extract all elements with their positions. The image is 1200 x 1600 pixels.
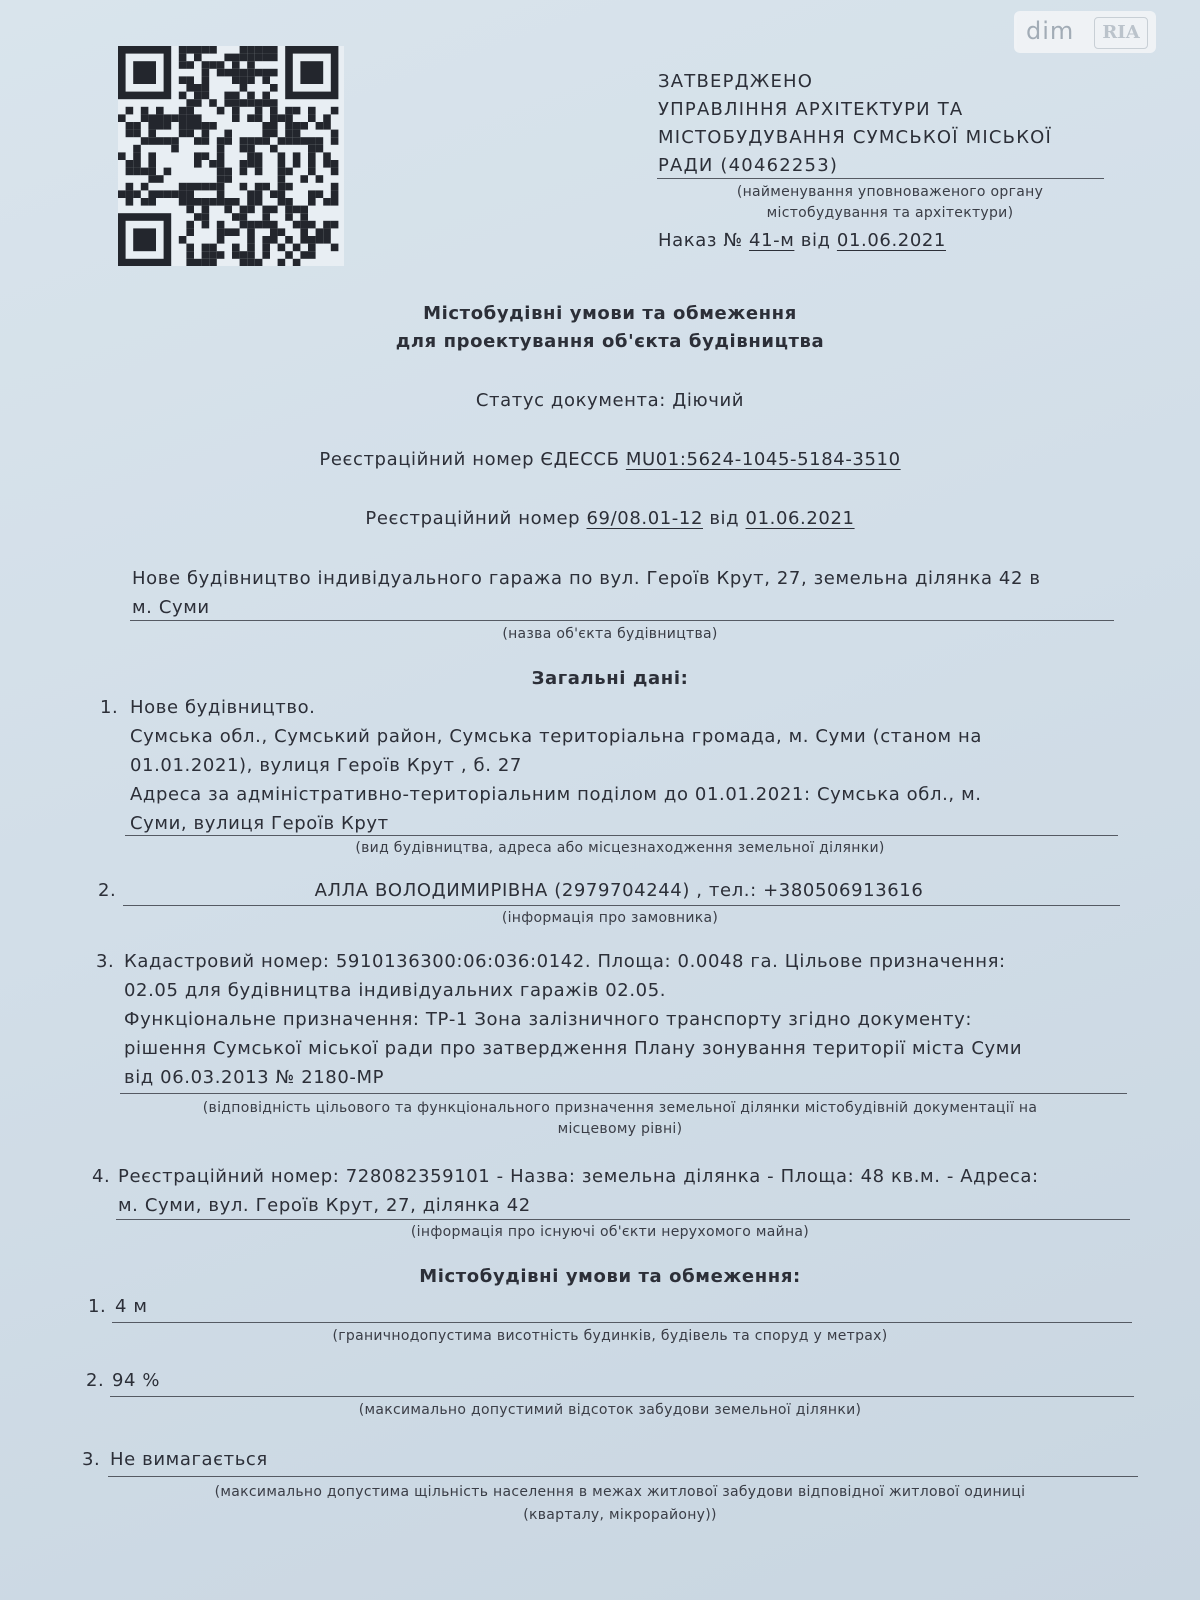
approval-org-line-2: МІСТОБУДУВАННЯ СУМСЬКОЇ МІСЬКОЇ	[658, 127, 1053, 148]
general-heading: Загальні дані:	[531, 668, 689, 689]
condition-3-caption-line-2: (кварталу, мікрорайону))	[523, 1507, 717, 1523]
general-item-1-line-1: Нове будівництво.	[130, 697, 316, 718]
object-caption: (назва об'єкта будівництва)	[502, 626, 718, 642]
general-item-4	[118, 1162, 1128, 1220]
qr-code-graphic	[118, 46, 344, 266]
general-item-4-line-2: м. Суми, вул. Героїв Крут, 27, ділянка 42	[118, 1195, 531, 1216]
order-prefix: Наказ №	[658, 230, 743, 251]
condition-1-value: 4 м	[115, 1296, 148, 1317]
general-item-1-line-5: Суми, вулиця Героїв Крут	[130, 813, 389, 834]
edessb-label: Реєстраційний номер ЄДЕССБ	[319, 449, 620, 470]
condition-3-number: 3.	[82, 1449, 101, 1470]
qr-code	[118, 46, 344, 266]
general-item-1-line-3: 01.01.2021), вулиця Героїв Крут , б. 27	[130, 755, 522, 776]
dim-ria-watermark	[1014, 11, 1156, 53]
general-item-2-customer: АЛЛА ВОЛОДИМИРІВНА (2979704244) , тел.: +380506913616	[314, 880, 924, 901]
object-name	[132, 564, 1122, 622]
general-item-1-caption: (вид будівництва, адреса або місцезнаходження земельної ділянки)	[355, 840, 885, 856]
watermark-brand: dim	[1026, 17, 1075, 45]
reg-number-from: від	[709, 508, 740, 529]
general-item-2-number: 2.	[98, 880, 117, 901]
general-item-3-line-1: Кадастровий номер: 5910136300:06:036:0142. Площа: 0.0048 га. Цільове призначення:	[124, 951, 1006, 972]
general-item-4-number: 4.	[92, 1166, 111, 1187]
approval-org-line-3: РАДИ (40462253)	[658, 155, 839, 176]
general-item-3-line-2: 02.05 для будівництва індивідуальних гаражів 02.05.	[124, 980, 667, 1001]
condition-3-caption-line-1: (максимально допустима щільність населення в межах житлової забудови відповідної житлової одиниці	[214, 1484, 1026, 1500]
title-line-2: для проектування об'єкта будівництва	[395, 331, 825, 352]
approval-title: ЗАТВЕРДЖЕНО	[658, 71, 814, 92]
general-item-1-number: 1.	[100, 697, 119, 718]
general-item-1-line-2: Сумська обл., Сумський район, Сумська територіальна громада, м. Суми (станом на	[130, 726, 982, 747]
general-item-2-caption: (інформація про замовника)	[501, 910, 719, 926]
order-number: 41-м	[749, 230, 795, 251]
condition-2-caption: (максимально допустимий відсоток забудови земельної ділянки)	[358, 1402, 862, 1418]
approval-order	[658, 226, 1098, 255]
order-from: від	[800, 230, 831, 251]
edessb-value: MU01:5624-1045-5184-3510	[625, 449, 901, 470]
document-title	[300, 300, 920, 356]
reg-number-label: Реєстраційний номер	[365, 508, 581, 529]
general-item-4-line-1: Реєстраційний номер: 728082359101 - Назва: земельна ділянка - Площа: 48 кв.м. - Адреса:	[118, 1166, 1039, 1187]
general-item-3-line-4: рішення Сумської міської ради про затвердження Плану зонування території міста Суми	[124, 1038, 1023, 1059]
approval-caption-line-1: (найменування уповноваженого органу	[736, 184, 1044, 200]
general-item-3-caption-line-1: (відповідність цільового та функціонального призначення земельної ділянки містобудівній документації на	[202, 1100, 1038, 1116]
condition-3-value: Не вимагається	[110, 1449, 268, 1470]
general-item-1-line-4: Адреса за адміністративно-територіальним поділом до 01.01.2021: Сумська обл., м.	[130, 784, 982, 805]
document-status: Статус документа: Діючий	[475, 390, 745, 411]
object-line-2: м. Суми	[132, 597, 210, 618]
general-item-3-caption-line-2: місцевому рівні)	[557, 1121, 683, 1137]
general-item-3	[124, 947, 1124, 1092]
general-item-3-line-5: від 06.03.2013 № 2180-МР	[124, 1067, 385, 1088]
approval-caption-line-2: містобудування та архітектури)	[766, 205, 1014, 221]
approval-org-line-1: УПРАВЛІННЯ АРХІТЕКТУРИ ТА	[658, 99, 964, 120]
reg-number-date: 01.06.2021	[745, 508, 855, 529]
general-item-4-caption: (інформація про існуючі об'єкти нерухомого майна)	[410, 1224, 810, 1240]
approval-block	[658, 68, 1118, 180]
general-item-3-line-3: Функціональне призначення: ТР-1 Зона залізничного транспорту згідно документу:	[124, 1009, 973, 1030]
general-item-1	[130, 693, 1120, 838]
order-date: 01.06.2021	[836, 230, 946, 251]
general-item-3-number: 3.	[96, 951, 115, 972]
title-line-1: Містобудівні умови та обмеження	[423, 303, 797, 324]
condition-1-number: 1.	[88, 1296, 107, 1317]
watermark-logo: RIA	[1094, 17, 1148, 49]
registration-number	[200, 504, 1020, 533]
object-line-1: Нове будівництво індивідуального гаража по вул. Героїв Крут, 27, земельна ділянка 42 в	[132, 568, 1041, 589]
condition-3-caption	[100, 1481, 1140, 1527]
registration-edessb	[200, 445, 1020, 474]
conditions-heading: Містобудівні умови та обмеження:	[419, 1266, 801, 1287]
condition-2-number: 2.	[86, 1370, 105, 1391]
general-item-3-caption	[110, 1098, 1130, 1140]
condition-2-value: 94 %	[112, 1370, 161, 1391]
approval-org-caption	[690, 182, 1090, 224]
condition-1-caption: (граничнодопустима висотність будинків, будівель та споруд у метрах)	[332, 1328, 888, 1344]
reg-number-value: 69/08.01-12	[586, 508, 703, 529]
